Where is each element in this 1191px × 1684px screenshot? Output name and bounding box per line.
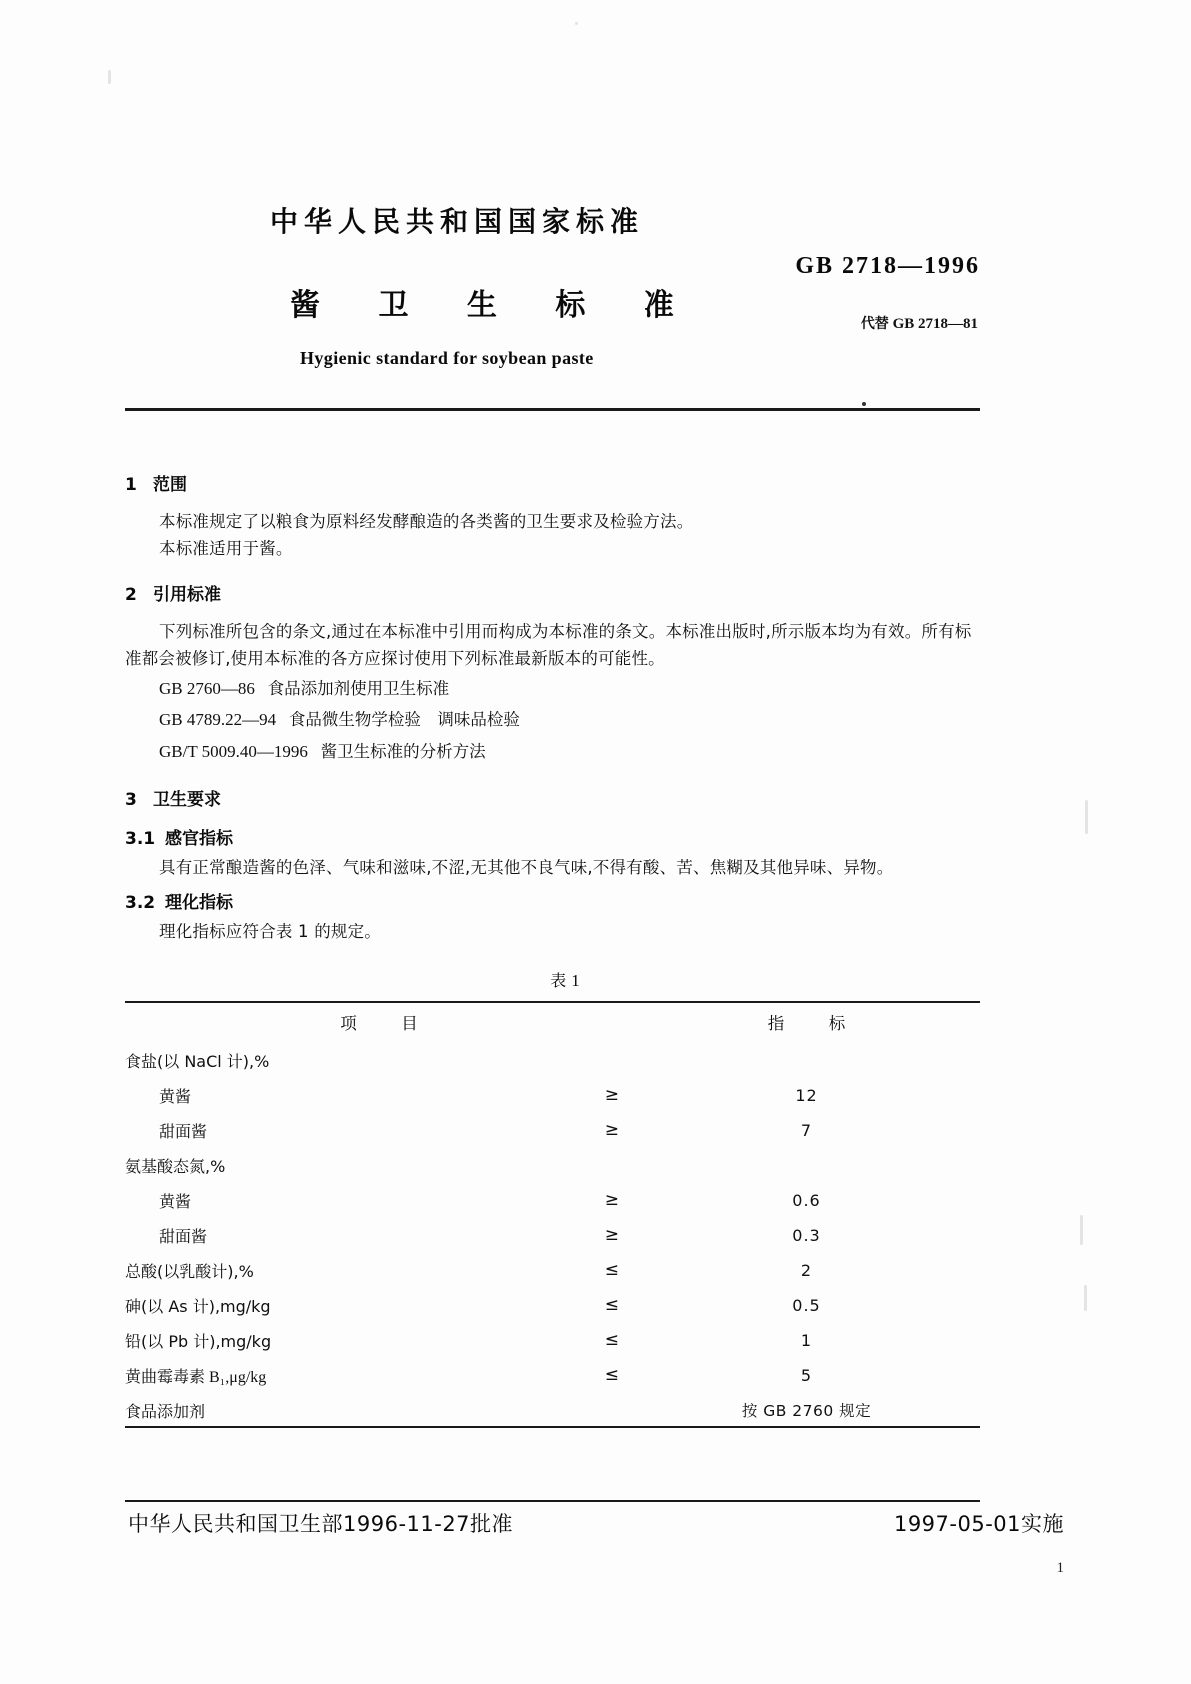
reference-item bbox=[125, 673, 985, 705]
table-item-label: 食品添加剂 bbox=[125, 1401, 206, 1421]
scan-speck bbox=[862, 402, 866, 406]
table-row bbox=[125, 1183, 980, 1218]
scan-speck bbox=[108, 70, 111, 84]
section-1-paragraph-2: 本标准适用于酱。 bbox=[159, 538, 293, 558]
section-1-heading bbox=[125, 470, 985, 495]
table-cell-item bbox=[125, 1288, 633, 1323]
table-header-row bbox=[125, 1001, 980, 1043]
reference-code: GB 2760—86 bbox=[159, 678, 255, 698]
table-cell-item bbox=[125, 1218, 633, 1253]
table-item-label: 黄曲霉毒素 B₁,μg/kg bbox=[125, 1368, 267, 1386]
section-2-number: 2 bbox=[125, 585, 137, 606]
specification-table bbox=[125, 1001, 980, 1428]
reference-code: GB 4789.22—94 bbox=[159, 710, 277, 730]
table-cell-value: 0.5 bbox=[792, 1295, 821, 1315]
table-caption bbox=[125, 968, 985, 991]
section-1-paragraph-1: 本标准规定了以粮食为原料经发酵酿造的各类酱的卫生要求及检验方法。 bbox=[159, 512, 694, 531]
table-cell-value: 0.3 bbox=[792, 1225, 821, 1245]
table-cell-item bbox=[125, 1183, 633, 1218]
table-item-sign: ≤ bbox=[604, 1365, 619, 1386]
table-item-sign: ≥ bbox=[604, 1120, 619, 1141]
section-1-title: 范围 bbox=[153, 475, 187, 495]
page-number: 1 bbox=[1056, 1560, 1064, 1576]
footer-implementation: 1997-05-01实施 bbox=[893, 1512, 1064, 1536]
section-3-2-paragraph: 理化指标应符合表 1 的规定。 bbox=[159, 922, 381, 942]
replaces-note bbox=[861, 313, 978, 333]
section-3-1-heading bbox=[125, 824, 985, 849]
table-cell-value: 12 bbox=[795, 1085, 818, 1105]
table-caption-number: 1 bbox=[571, 970, 580, 990]
section-1-number: 1 bbox=[125, 475, 137, 495]
table-item-sign: ≥ bbox=[604, 1225, 619, 1246]
table-item-sign: ≥ bbox=[604, 1085, 619, 1106]
reference-code: GB/T 5009.40—1996 bbox=[159, 741, 308, 761]
table-caption-label: 表 bbox=[550, 970, 567, 990]
table-cell-item bbox=[125, 1043, 633, 1078]
table-header-index bbox=[633, 1001, 980, 1043]
table-item-label: 黄酱 bbox=[159, 1086, 192, 1106]
table-header-index-label: 指 标 bbox=[767, 1013, 860, 1033]
table-row bbox=[125, 1113, 980, 1148]
table-row bbox=[125, 1218, 980, 1253]
header-divider bbox=[125, 408, 980, 411]
table-cell-value: 按 GB 2760 规定 bbox=[741, 1402, 872, 1421]
table-cell-value bbox=[633, 1148, 980, 1183]
replaces-prefix: 代替 bbox=[860, 316, 889, 332]
table-row bbox=[125, 1078, 980, 1113]
table-cell-item bbox=[125, 1078, 633, 1113]
table-cell-item bbox=[125, 1113, 633, 1148]
specification-table-wrapper bbox=[125, 1001, 980, 1428]
table-cell-item bbox=[125, 1148, 633, 1183]
table-cell-item bbox=[125, 1323, 633, 1358]
table-item-label: 氨基酸态氮,% bbox=[125, 1156, 226, 1176]
scan-speck bbox=[1084, 1285, 1087, 1311]
table-cell-value: 2 bbox=[800, 1260, 813, 1280]
scan-speck bbox=[575, 22, 578, 25]
section-3-title: 卫生要求 bbox=[153, 790, 221, 811]
replaces-code: GB 2718—81 bbox=[892, 316, 978, 332]
table-cell-value: 0.6 bbox=[792, 1190, 821, 1210]
table-row bbox=[125, 1043, 980, 1078]
english-title: Hygienic standard for soybean paste bbox=[300, 348, 594, 368]
section-3-1-number: 3.1 bbox=[125, 829, 156, 850]
table-item-label: 总酸(以乳酸计),% bbox=[125, 1261, 254, 1281]
table-item-label: 砷(以 As 计),mg/kg bbox=[125, 1296, 271, 1316]
reference-name: 食品添加剂使用卫生标准 bbox=[267, 678, 450, 698]
table-row bbox=[125, 1393, 980, 1428]
scan-speck bbox=[1085, 800, 1088, 834]
table-cell-value bbox=[633, 1043, 980, 1078]
table-item-label: 铅(以 Pb 计),mg/kg bbox=[125, 1331, 272, 1351]
table-item-sign: ≤ bbox=[604, 1295, 619, 1316]
table-header-item-label: 项 目 bbox=[340, 1013, 432, 1033]
table-cell-item bbox=[125, 1393, 633, 1428]
footer-divider bbox=[125, 1500, 980, 1502]
section-2-paragraph-1: 下列标准所包含的条文,通过在本标准中引用而构成为本标准的条文。本标准出版时,所示版本均为有效。所有标准都会被修订,使用本标准的各方应探讨使用下列标准最新版本的可能性。 bbox=[125, 622, 972, 669]
table-item-label: 甜面酱 bbox=[159, 1226, 208, 1246]
reference-name: 酱卫生标准的分析方法 bbox=[320, 741, 486, 761]
section-3-1-title: 感官指标 bbox=[165, 829, 233, 850]
table-cell-value: 7 bbox=[800, 1120, 813, 1140]
table-cell-item bbox=[125, 1358, 633, 1393]
document-body bbox=[125, 470, 985, 1428]
reference-item bbox=[125, 704, 985, 736]
table-cell-value: 1 bbox=[800, 1330, 813, 1350]
table-row bbox=[125, 1288, 980, 1323]
footer-approval: 中华人民共和国卫生部1996-11-27批准 bbox=[128, 1512, 514, 1536]
table-row bbox=[125, 1253, 980, 1288]
section-2-heading bbox=[125, 580, 985, 605]
section-2-title: 引用标准 bbox=[153, 585, 221, 606]
scan-speck bbox=[1080, 1215, 1083, 1245]
section-3-heading bbox=[125, 785, 985, 810]
table-item-label: 甜面酱 bbox=[159, 1121, 208, 1141]
table-item-sign: ≥ bbox=[604, 1190, 619, 1211]
table-item-sign: ≤ bbox=[604, 1330, 619, 1351]
table-item-sign: ≤ bbox=[604, 1260, 619, 1281]
document-title: 酱 卫 生 标 准 bbox=[290, 288, 698, 323]
reference-name: 食品微生物学检验 调味品检验 bbox=[288, 710, 520, 730]
section-3-2-title: 理化指标 bbox=[165, 893, 233, 914]
table-header-item bbox=[125, 1001, 633, 1043]
section-3-number: 3 bbox=[125, 790, 137, 811]
table-cell-value: 5 bbox=[800, 1365, 813, 1385]
reference-item bbox=[125, 736, 985, 768]
section-3-2-heading bbox=[125, 888, 985, 913]
table-item-label: 黄酱 bbox=[159, 1191, 192, 1211]
section-3-1-paragraph: 具有正常酿造酱的色泽、气味和滋味,不涩,无其他不良气味,不得有酸、苦、焦糊及其他异味、异物。 bbox=[159, 858, 894, 878]
table-row bbox=[125, 1323, 980, 1358]
section-3-2-number: 3.2 bbox=[125, 893, 156, 914]
table-cell-item bbox=[125, 1253, 633, 1288]
table-item-label: 食盐(以 NaCl 计),% bbox=[125, 1051, 270, 1071]
table-row bbox=[125, 1358, 980, 1393]
table-row bbox=[125, 1148, 980, 1183]
national-standard-title: 中华人民共和国国家标准 bbox=[270, 205, 645, 238]
masthead bbox=[125, 185, 980, 410]
standard-code: GB 2718—1996 bbox=[795, 253, 980, 279]
